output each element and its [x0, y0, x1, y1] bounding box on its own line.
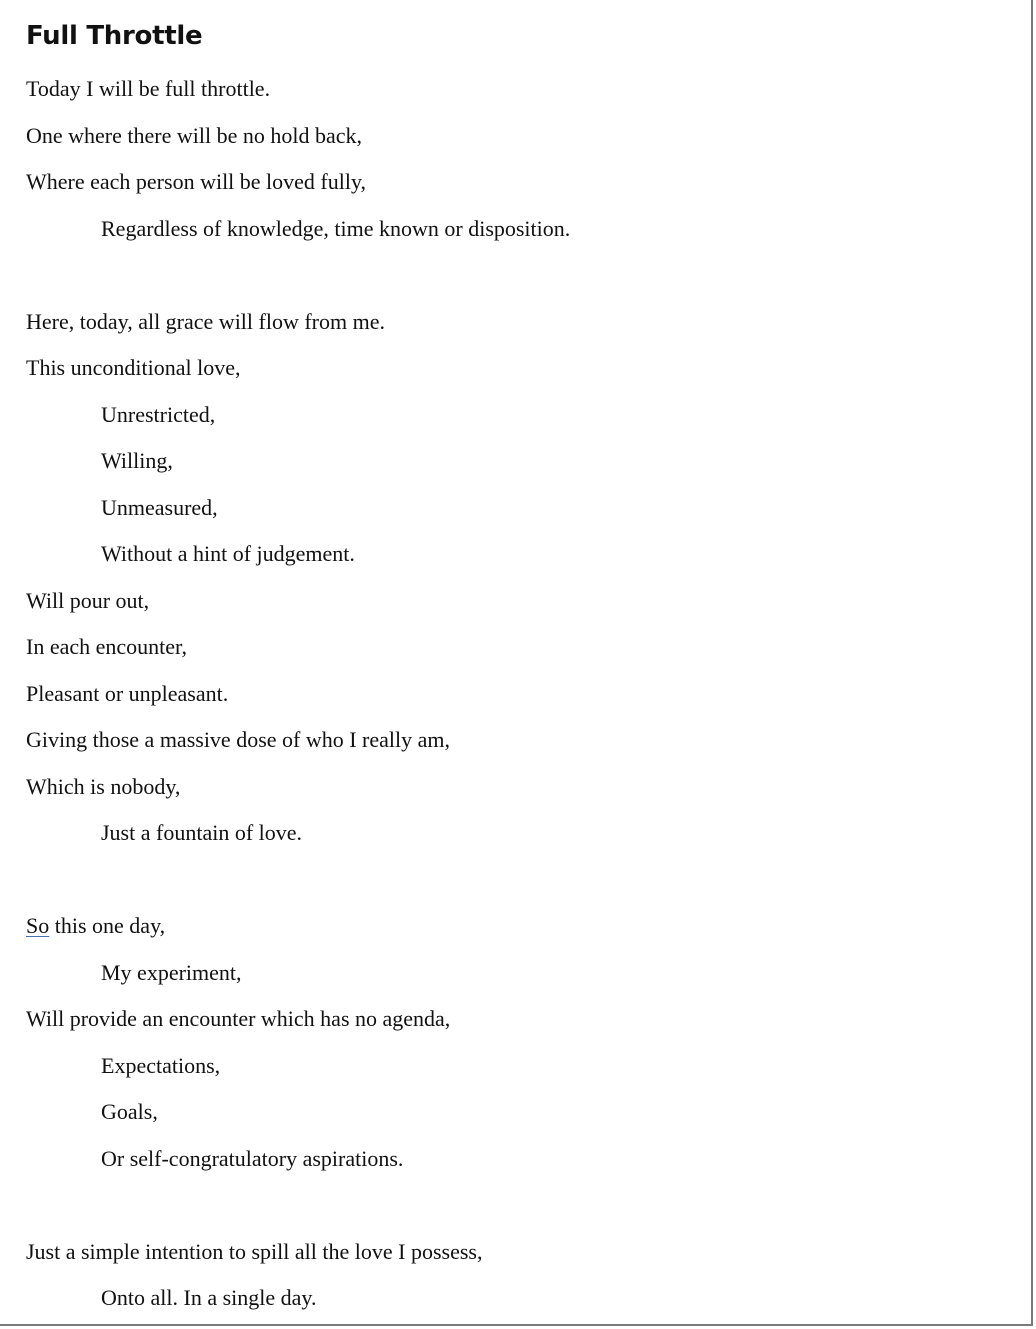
- stanza-break: [26, 257, 1006, 304]
- poem-line-indented: Without a hint of judgement.: [101, 541, 355, 566]
- poem-line: Which is nobody,: [26, 773, 181, 799]
- poem-body: [26, 71, 1006, 1327]
- poem-line: Will provide an encounter which has no agenda,: [26, 1006, 451, 1031]
- poem-line-indented: Regardless of knowledge, time known or disposition.: [101, 215, 571, 241]
- poem-line-indented: My experiment,: [101, 959, 242, 985]
- poem-line: Today I will be full throttle.: [26, 76, 271, 101]
- poem-line-rest: this one day,: [49, 913, 166, 938]
- poem-line: This unconditional love,: [26, 355, 241, 380]
- poem-line: One where there will be no hold back,: [26, 122, 362, 148]
- poem-line: Here, today, all grace will flow from me.: [26, 308, 385, 334]
- poem-line: Giving those a massive dose of who I really am,: [26, 727, 451, 752]
- poem-line: [26, 908, 1006, 955]
- poem-line-indented: Unrestricted,: [101, 401, 216, 427]
- poem-line-indented: Unmeasured,: [101, 494, 218, 520]
- poem-line-indented: Just a fountain of love.: [101, 820, 303, 845]
- poem-line-indented: Or self-congratulatory aspirations.: [101, 1145, 404, 1171]
- poem-line: In each encounter,: [26, 634, 187, 659]
- grammar-flagged-word[interactable]: So: [26, 913, 50, 938]
- poem-line: Where each person will be loved fully,: [26, 169, 367, 194]
- poem-title: Full Throttle: [26, 21, 203, 51]
- stanza-break: [26, 1187, 1006, 1234]
- poem-line-indented: Willing,: [101, 448, 173, 473]
- stanza-break: [26, 862, 1006, 909]
- poem-line: Just a simple intention to spill all the love I possess,: [26, 1238, 483, 1264]
- poem-line: Will pour out,: [26, 587, 150, 613]
- poem-line-indented: Onto all. In a single day.: [101, 1285, 317, 1310]
- poem-line: Pleasant or unpleasant.: [26, 680, 229, 706]
- poem-line-indented: Goals,: [101, 1099, 158, 1124]
- poem-line-indented: Expectations,: [101, 1052, 221, 1078]
